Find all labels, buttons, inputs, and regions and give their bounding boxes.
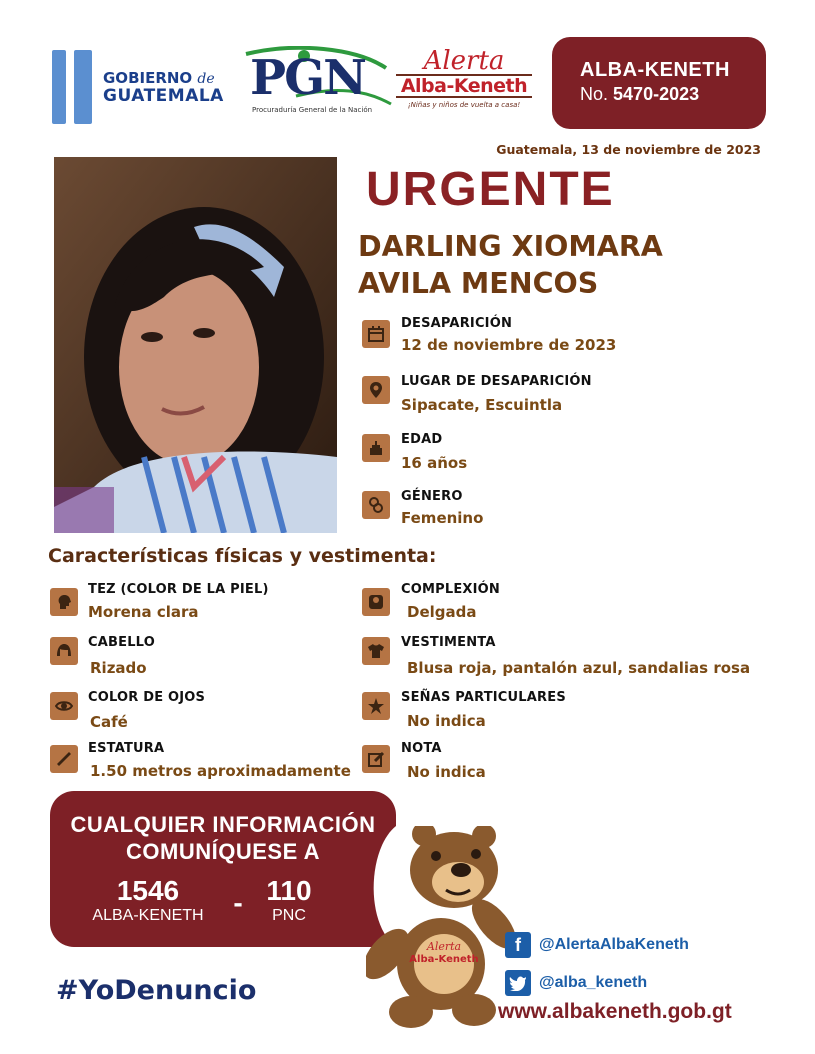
characteristic-value: Delgada	[407, 603, 477, 621]
hair-icon	[50, 637, 78, 665]
missing-person-name: DARLING XIOMARA AVILA MENCOS	[358, 230, 663, 300]
bear-mascot-illustration	[366, 826, 516, 1034]
facebook-handle-link[interactable]: @AlertaAlbaKeneth	[539, 936, 689, 953]
phone-number-alba-keneth[interactable]: 1546	[116, 875, 180, 906]
hashtag: #YoDenuncio	[56, 975, 257, 1006]
detail-label: GÉNERO	[401, 489, 463, 504]
phone-label-alba-keneth: ALBA-KENETH	[92, 907, 204, 924]
characteristic-label: CABELLO	[88, 635, 155, 650]
pgn-logo-text: PGN	[250, 50, 365, 106]
detail-label: LUGAR DE DESAPARICIÓN	[401, 374, 592, 389]
characteristic-value: Blusa roja, pantalón azul, sandalias rosa	[407, 659, 751, 677]
characteristic-value: Rizado	[90, 659, 147, 677]
case-title: ALBA-KENETH	[580, 59, 730, 81]
calendar-icon	[362, 320, 390, 348]
facebook-icon[interactable]: f	[505, 932, 531, 958]
characteristic-label: SEÑAS PARTICULARES	[401, 690, 566, 705]
phone-label-pnc: PNC	[272, 907, 306, 924]
detail-value: Femenino	[401, 509, 484, 527]
pgn-subtitle: Procuraduría General de la Nación	[252, 106, 373, 114]
contact-info-box	[50, 791, 396, 947]
detail-value: Sipacate, Escuintla	[401, 396, 563, 414]
characteristic-value: No indica	[407, 763, 486, 781]
detail-value: 16 años	[401, 454, 468, 472]
case-no-prefix: No.	[580, 84, 609, 104]
characteristic-value: 1.50 metros aproximadamente	[90, 762, 351, 780]
characteristic-label: ESTATURA	[88, 741, 165, 756]
characteristic-label: NOTA	[401, 741, 442, 756]
gender-icon	[362, 491, 390, 519]
contact-title: CUALQUIER INFORMACIÓN COMUNÍQUESE A	[70, 812, 376, 864]
characteristic-value: No indica	[407, 712, 486, 730]
bulletin-date: Guatemala, 13 de noviembre de 2023	[496, 142, 761, 157]
characteristic-label: COMPLEXIÓN	[401, 582, 501, 597]
urgent-label: URGENTE	[366, 163, 615, 216]
alerta-alba-keneth-logo: Alerta Alba-Keneth ¡Niñas y niños de vuelta a casa!	[396, 48, 532, 109]
case-number-badge	[552, 37, 766, 129]
note-edit-icon	[362, 745, 390, 773]
gobierno-guatemala-logo-text: GOBIERNO de GUATEMALA	[103, 69, 224, 106]
gobierno-guatemala-logo-mark	[52, 50, 96, 124]
detail-value: 12 de noviembre de 2023	[401, 336, 617, 354]
face-profile-icon	[50, 588, 78, 616]
mascot-badge-line1: Alerta	[426, 940, 462, 953]
star-icon	[362, 692, 390, 720]
ruler-icon	[50, 745, 78, 773]
missing-person-photo	[54, 157, 337, 533]
mascot-badge-line2: Alba-Keneth	[409, 954, 479, 965]
scale-icon	[362, 588, 390, 616]
phone-number-pnc[interactable]: 110	[266, 875, 312, 906]
twitter-icon[interactable]	[505, 970, 531, 996]
phone-separator: -	[233, 887, 243, 918]
website-link[interactable]: www.albakeneth.gob.gt	[498, 1000, 732, 1023]
characteristic-label: VESTIMENTA	[401, 635, 496, 650]
detail-label: DESAPARICIÓN	[401, 316, 513, 331]
eye-icon	[50, 692, 78, 720]
characteristics-title: Características físicas y vestimenta:	[48, 545, 437, 567]
characteristic-label: TEZ (COLOR DE LA PIEL)	[88, 582, 269, 597]
location-pin-icon	[362, 376, 390, 404]
case-number: 5470-2023	[613, 84, 700, 104]
twitter-handle-link[interactable]: @alba_keneth	[539, 974, 648, 991]
tshirt-icon	[362, 637, 390, 665]
characteristic-label: COLOR DE OJOS	[88, 690, 206, 705]
birthday-cake-icon	[362, 434, 390, 462]
characteristic-value: Café	[90, 713, 128, 731]
detail-label: EDAD	[401, 432, 443, 447]
characteristic-value: Morena clara	[88, 603, 199, 621]
